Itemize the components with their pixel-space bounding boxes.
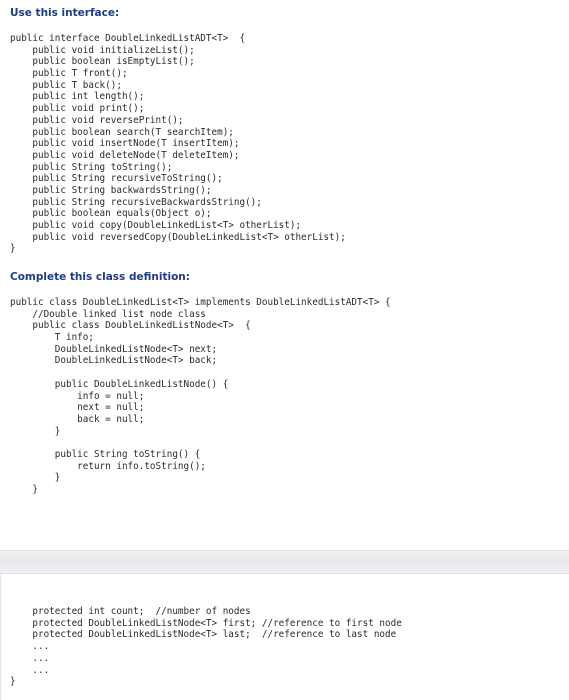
code-line: }	[10, 425, 61, 437]
class-code-block	[10, 297, 391, 496]
code-line: }	[10, 472, 61, 484]
code-line: T info;	[10, 332, 94, 344]
code-line: protected int count; //number of nodes	[10, 606, 251, 618]
code-line: public void copy(DoubleLinkedList<T> otherList);	[10, 220, 302, 231]
code-line: public boolean isEmptyList();	[10, 56, 195, 68]
code-line: }	[10, 676, 16, 688]
code-line	[10, 583, 402, 595]
code-line: public String toString() {	[10, 448, 201, 460]
code-line: public void insertNode(T insertItem);	[10, 138, 240, 150]
code-line: public String recursiveToString();	[10, 173, 223, 185]
left-border-line	[0, 572, 1, 700]
interface-code-block	[10, 33, 346, 255]
code-line: public T front();	[10, 68, 128, 80]
code-line: ...	[10, 664, 50, 676]
code-line: public void initializeList();	[10, 44, 195, 56]
code-line: ...	[10, 641, 50, 653]
code-line: public void reversePrint();	[10, 114, 184, 126]
code-line: public void deleteNode(T deleteItem);	[10, 149, 240, 161]
code-line: DoubleLinkedListNode<T> next;	[10, 343, 218, 355]
code-line	[10, 437, 391, 449]
code-line: back = null;	[10, 413, 145, 425]
code-line: public interface DoubleLinkedListADT<T> {	[10, 33, 246, 44]
code-line: public DoubleLinkedListNode() {	[10, 378, 229, 390]
code-line: //Double linked list node class	[10, 308, 206, 320]
interface-heading: Use this interface:	[10, 7, 120, 19]
code-line: public boolean search(T searchItem);	[10, 126, 234, 138]
code-line: next = null;	[10, 402, 145, 414]
code-line: public String backwardsString();	[10, 184, 212, 196]
code-line	[10, 571, 402, 583]
code-line: public void reversedCopy(DoubleLinkedList<T> otherList);	[10, 231, 346, 243]
code-line: protected DoubleLinkedListNode<T> first; //reference to first node	[10, 617, 402, 629]
code-line	[10, 594, 402, 606]
code-line: protected DoubleLinkedListNode<T> last; //reference to last node	[10, 629, 397, 641]
code-line: public class DoubleLinkedListNode<T> {	[10, 320, 251, 332]
code-line: public String toString();	[10, 161, 173, 173]
code-line	[10, 367, 391, 379]
code-line: }	[10, 243, 16, 255]
code-line: ...	[10, 652, 50, 664]
code-line: public void print();	[10, 103, 145, 115]
code-line: public class DoubleLinkedList<T> implements DoubleLinkedListADT<T> {	[10, 297, 391, 308]
continuation-code-block	[10, 571, 402, 688]
code-line: public int length();	[10, 91, 145, 103]
code-line: public boolean equals(Object o);	[10, 208, 212, 220]
code-line: }	[10, 484, 38, 495]
code-line: public String recursiveBackwardsString();	[10, 196, 262, 208]
class-heading: Complete this class definition:	[10, 271, 190, 283]
code-line: public T back();	[10, 79, 122, 91]
code-line: info = null;	[10, 390, 145, 402]
code-line: DoubleLinkedListNode<T> back;	[10, 355, 218, 367]
code-line: return info.toString();	[10, 460, 206, 472]
